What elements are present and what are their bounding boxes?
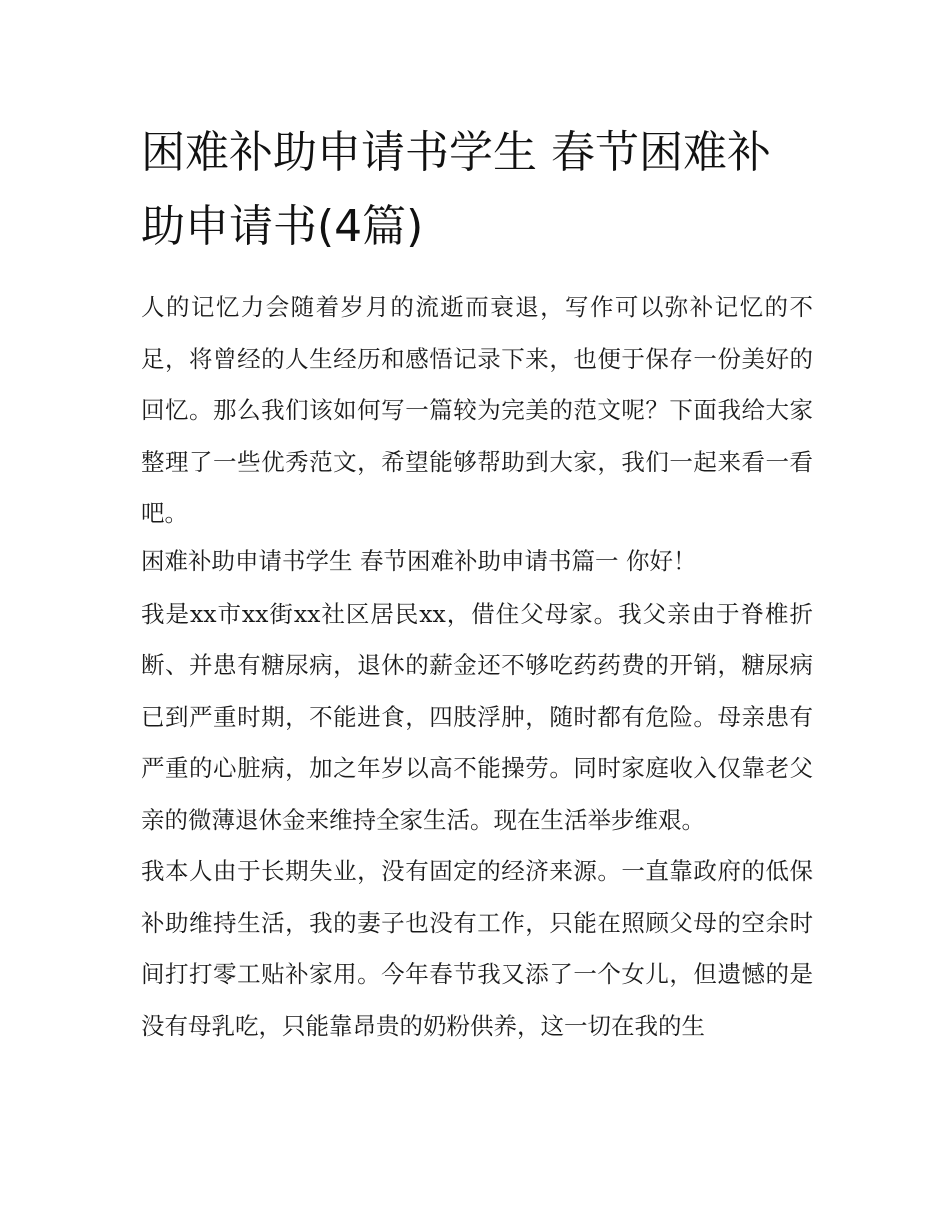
document-body — [141, 116, 813, 1052]
section-heading-paragraph: 困难补助申请书学生 春节困难补助申请书篇一 你好！ — [141, 546, 697, 575]
document-title: 困难补助申请书学生 春节困难补助申请书(4篇) — [141, 127, 771, 252]
intro-paragraph: 人的记忆力会随着岁月的流逝而衰退，写作可以弥补记忆的不足，将曾经的人生经历和感悟记录下来，也便于保存一份美好的回忆。那么我们该如何写一篇较为完美的范文呢？下面我给大家整理了一些优秀范文，希望能够帮助到大家，我们一起来看一看吧。 — [141, 293, 813, 527]
body-paragraph-family: 我是xx市xx街xx社区居民xx，借住父母家。我父亲由于脊椎折断、并患有糖尿病，退休的薪金还不够吃药药费的开销，糖尿病已到严重时期，不能进食，四肢浮肿，随时都有危险。母亲患有严重的心脏病，加之年岁以高不能操劳。同时家庭收入仅靠老父亲的微薄退休金来维持全家生活。现在生活举步维艰。 — [141, 599, 813, 834]
body-paragraph-self: 我本人由于长期失业，没有固定的经济来源。一直靠政府的低保补助维持生活，我的妻子也没有工作，只能在照顾父母的空余时间打打零工贴补家用。今年春节我又添了一个女儿，但遗憾的是没有母乳吃，只能靠昂贵的奶粉供养，这一切在我的生 — [141, 857, 813, 1040]
